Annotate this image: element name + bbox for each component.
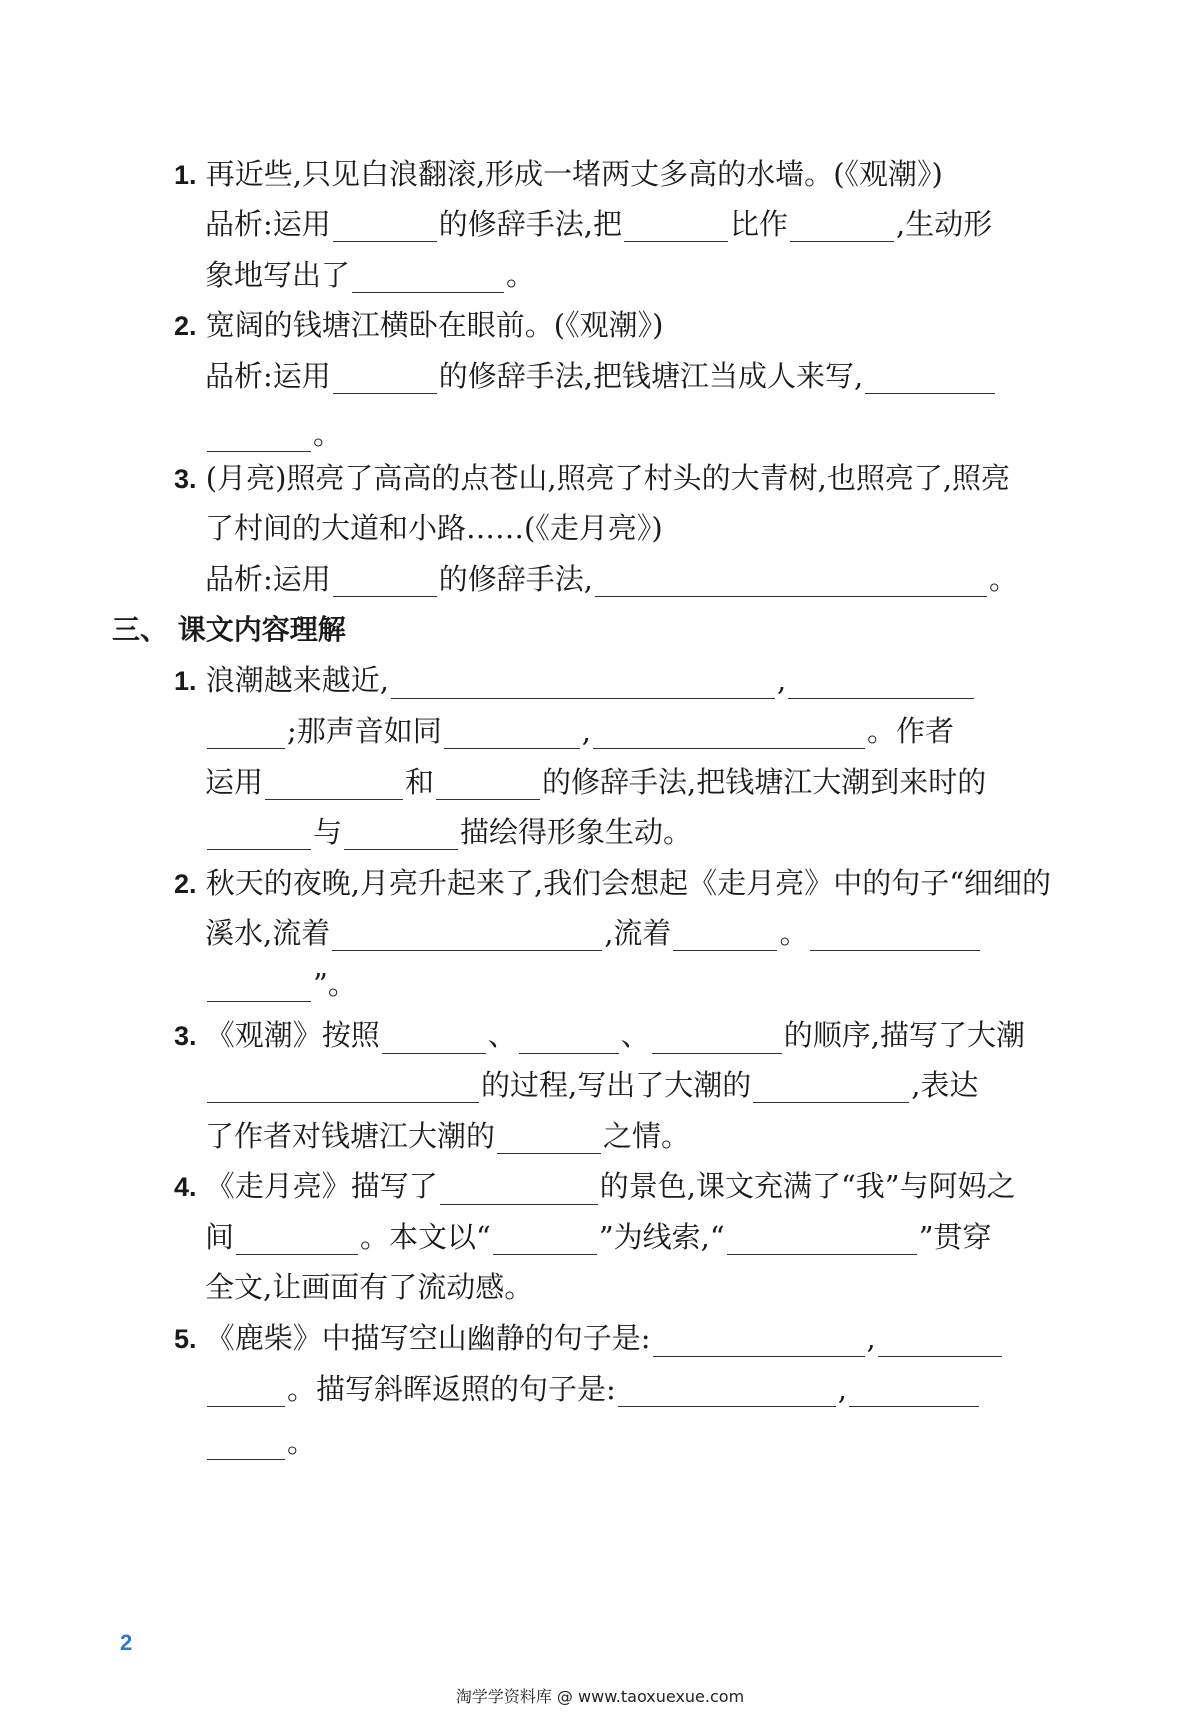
answer-text: 。 — [779, 916, 809, 950]
answer-text: 《鹿柴》中描写空山幽静的句子是: — [205, 1321, 651, 1355]
answer-line — [205, 1219, 992, 1255]
answer-text: 《走月亮》描写了 — [205, 1169, 438, 1203]
question-3-3 — [174, 1017, 1025, 1054]
fill-blank[interactable] — [595, 566, 987, 597]
answer-text: 和 — [405, 765, 435, 799]
answer-text: 的景色,课文充满了“我”与阿妈之 — [599, 1169, 1016, 1203]
fill-blank[interactable] — [519, 1023, 619, 1054]
question-2-1 — [174, 156, 943, 193]
fill-blank[interactable] — [810, 920, 980, 951]
answer-line — [205, 915, 982, 951]
answer-text: ,流着 — [604, 916, 672, 950]
fill-blank[interactable] — [207, 971, 311, 1002]
fill-blank[interactable] — [344, 819, 458, 850]
footer-watermark: 淘学学资料库 @ www.taoxuexue.com — [455, 1687, 745, 1706]
answer-line — [205, 713, 954, 749]
question-sentence: (月亮)照亮了高高的点苍山,照亮了村头的大青树,也照亮了,照亮 — [205, 461, 1011, 495]
answer-text: ,表达 — [911, 1068, 979, 1102]
fill-blank[interactable] — [493, 1224, 597, 1255]
fill-blank[interactable] — [207, 819, 311, 850]
answer-text: 浪潮越来越近, — [205, 663, 389, 697]
answer-text: 描绘得形象生动。 — [460, 815, 693, 849]
fill-blank[interactable] — [333, 211, 437, 242]
answer-text: 。本文以“ — [360, 1220, 491, 1254]
fill-blank[interactable] — [436, 769, 540, 800]
answer-text: 。作者 — [867, 714, 955, 748]
fill-blank[interactable] — [207, 1429, 285, 1460]
answer-text: , — [866, 1321, 876, 1355]
page-number: 2 — [120, 1630, 133, 1655]
fill-blank[interactable] — [265, 769, 403, 800]
answer-text: 。 — [989, 562, 1019, 596]
fill-blank[interactable] — [865, 363, 995, 394]
answer-line — [205, 966, 357, 1002]
fill-blank[interactable] — [382, 1023, 486, 1054]
fill-blank[interactable] — [753, 1072, 909, 1103]
answer-line — [205, 1067, 978, 1103]
fill-blank[interactable] — [618, 1376, 836, 1407]
fill-blank[interactable] — [207, 1072, 479, 1103]
answer-text: 之情。 — [603, 1119, 691, 1153]
fill-blank[interactable] — [624, 211, 728, 242]
answer-text: 了作者对钱塘江大潮的 — [205, 1119, 496, 1153]
fill-blank[interactable] — [652, 1023, 782, 1054]
answer-text: 溪水,流着 — [205, 916, 331, 950]
fill-blank[interactable] — [333, 363, 437, 394]
answer-line — [205, 416, 342, 452]
answer-line — [205, 561, 1018, 597]
question-3-5 — [174, 1320, 1004, 1357]
fill-blank[interactable] — [391, 668, 775, 699]
answer-text: 、 — [487, 1018, 517, 1052]
answer-text: 品析:运用 — [205, 562, 331, 596]
answer-text: 的过程,写出了大潮的 — [481, 1068, 752, 1102]
answer-text: 品析:运用 — [205, 207, 331, 241]
question-number: 5. — [174, 1324, 197, 1354]
question-3-2 — [174, 865, 1051, 902]
question-number: 2. — [174, 311, 197, 341]
fill-blank[interactable] — [790, 211, 894, 242]
fill-blank[interactable] — [333, 566, 437, 597]
question-2-2 — [174, 307, 663, 344]
question-2-3 — [174, 460, 1010, 497]
answer-line — [205, 1424, 316, 1460]
answer-text: ”。 — [313, 967, 357, 1001]
question-number: 1. — [174, 160, 197, 190]
answer-text: 象地写出了 — [205, 258, 351, 292]
fill-blank[interactable] — [236, 1224, 358, 1255]
fill-blank[interactable] — [788, 668, 974, 699]
answer-text: 的修辞手法, — [438, 562, 593, 596]
answer-line — [205, 358, 997, 394]
answer-text: 比作 — [730, 207, 789, 241]
answer-text: 品析:运用 — [205, 359, 331, 393]
answer-text: 。描写斜晖返照的句子是: — [287, 1372, 616, 1406]
fill-blank[interactable] — [440, 1174, 598, 1205]
fill-blank[interactable] — [207, 1376, 285, 1407]
section-title: 三、 课文内容理解 — [112, 613, 346, 646]
question-sentence: 再近些,只见白浪翻滚,形成一堵两丈多高的水墙。(《观潮》) — [205, 157, 943, 191]
question-3-4 — [174, 1168, 1016, 1205]
answer-text: 、 — [620, 1018, 650, 1052]
answer-text: ,生动形 — [896, 207, 993, 241]
fill-blank[interactable] — [849, 1376, 979, 1407]
answer-text: ”为线索,“ — [598, 1220, 725, 1254]
fill-blank[interactable] — [497, 1123, 601, 1154]
fill-blank[interactable] — [673, 920, 777, 951]
answer-text: 的修辞手法,把钱塘江当成人来写, — [438, 359, 864, 393]
answer-text: , — [581, 714, 591, 748]
answer-line — [205, 257, 535, 293]
fill-blank[interactable] — [207, 421, 311, 452]
question-number: 3. — [174, 464, 197, 494]
answer-text: 的修辞手法,把钱塘江大潮到来时的 — [542, 765, 987, 799]
answer-text: 。 — [506, 258, 536, 292]
question-number: 3. — [174, 1021, 197, 1051]
fill-blank[interactable] — [878, 1326, 1002, 1357]
answer-text: 运用 — [205, 765, 264, 799]
answer-line — [205, 206, 992, 242]
answer-text: 的顺序,描写了大潮 — [783, 1018, 1026, 1052]
answer-text: ;那声音如同 — [287, 714, 442, 748]
answer-text: 《观潮》按照 — [205, 1018, 380, 1052]
answer-line — [205, 764, 986, 800]
fill-blank[interactable] — [593, 718, 865, 749]
question-sentence-cont: 了村间的大道和小路……(《走月亮》) — [205, 511, 663, 545]
fill-blank[interactable] — [653, 1326, 865, 1357]
question-number: 1. — [174, 666, 197, 696]
fill-blank[interactable] — [727, 1224, 917, 1255]
answer-text: , — [776, 663, 787, 697]
answer-text: ”贯穿 — [918, 1220, 992, 1254]
answer-text: 间 — [205, 1220, 235, 1254]
answer-text: 与 — [313, 815, 343, 849]
answer-text: 的修辞手法,把 — [438, 207, 622, 241]
fill-blank[interactable] — [332, 920, 602, 951]
fill-blank[interactable] — [444, 718, 580, 749]
answer-line — [205, 814, 692, 850]
fill-blank[interactable] — [207, 718, 285, 749]
question-number: 4. — [174, 1172, 197, 1202]
answer-text: , — [837, 1372, 847, 1406]
answer-line: 全文,让画面有了流动感。 — [205, 1270, 534, 1304]
question-sentence: 宽阔的钱塘江横卧在眼前。(《观潮》) — [205, 308, 664, 342]
question-3-1 — [174, 662, 976, 699]
answer-text: 。 — [313, 417, 343, 451]
answer-line — [205, 1118, 690, 1154]
fill-blank[interactable] — [352, 262, 504, 293]
question-sentence: 秋天的夜晚,月亮升起来了,我们会想起《走月亮》中的句子“细细的 — [205, 866, 1052, 900]
answer-text: 。 — [287, 1425, 317, 1459]
answer-line — [205, 1371, 981, 1407]
question-number: 2. — [174, 869, 197, 899]
